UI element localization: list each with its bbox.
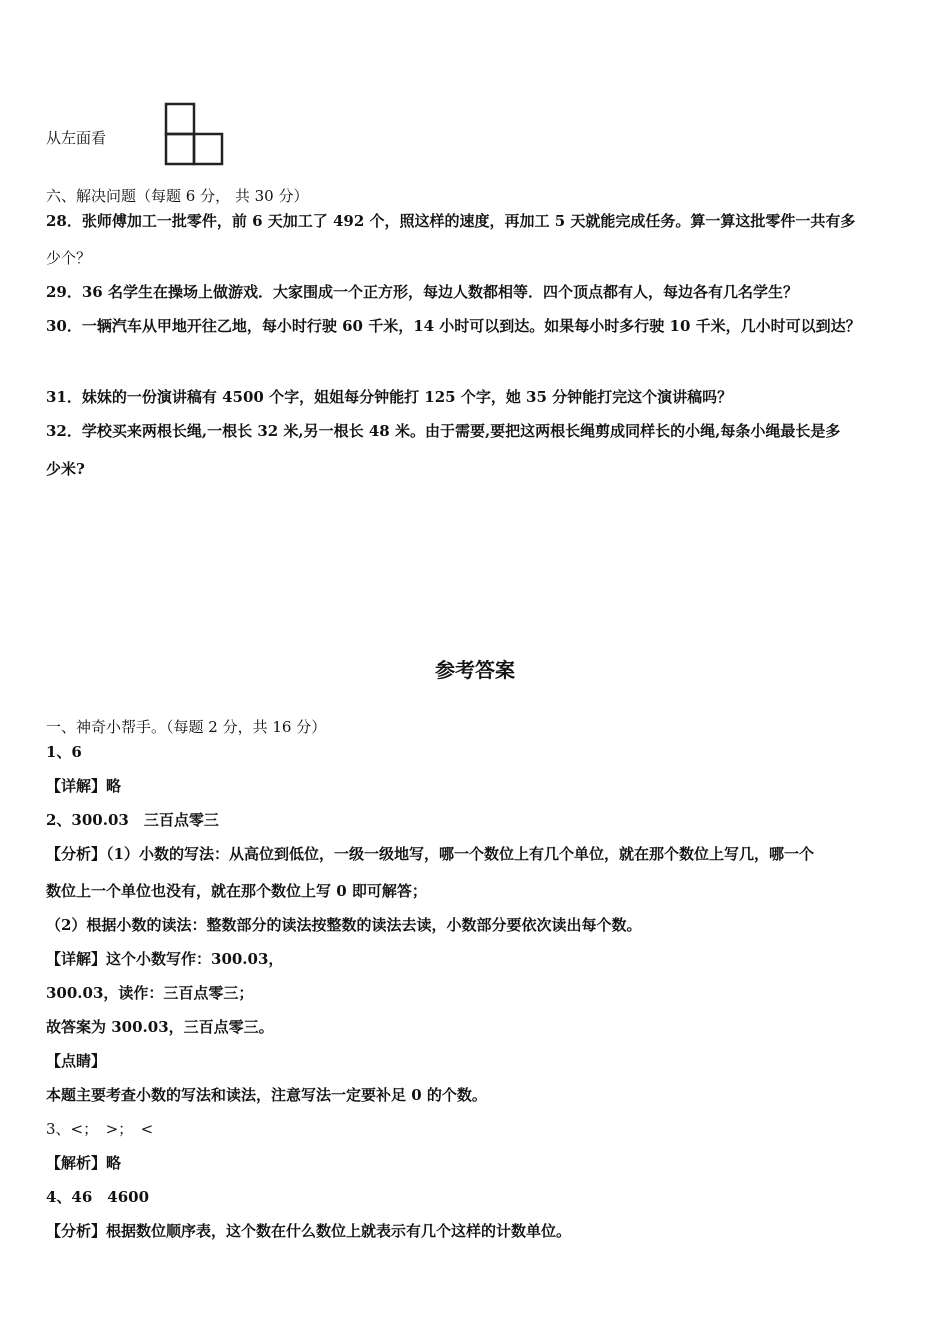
answer-2-note-label: 【点睛】: [46, 1052, 107, 1070]
left-view-figure: [164, 102, 226, 168]
question-30: 30．一辆汽车从甲地开往乙地，每小时行驶 60 千米，14 小时可以到达。如果每小时多行驶 10 千米，几小时可以到达？: [46, 317, 861, 335]
answer-2-note: 本题主要考查小数的写法和读法，注意写法一定要补足 0 的个数。: [46, 1086, 487, 1104]
answer-3-analysis: 【解析】略: [46, 1154, 122, 1172]
answer-2-analysis-cont: 数位上一个单位也没有，就在那个数位上写 0 即可解答；: [46, 882, 427, 900]
answer-4: 4、46 4600: [46, 1188, 150, 1206]
answer-2: 2、300.03 三百点零三: [46, 811, 219, 829]
question-31: 31．妹妹的一份演讲稿有 4500 个字，姐姐每分钟能打 125 个字，她 35 分钟能打完这个演讲稿吗？: [46, 388, 733, 406]
answer-1-detail: 【详解】略: [46, 777, 122, 795]
answers-title: 参考答案: [435, 658, 515, 682]
question-32-cont: 少米?: [46, 460, 85, 478]
question-28-cont: 少个？: [46, 249, 92, 267]
answer-3: 3、<； >； <: [46, 1120, 154, 1138]
view-cube-bottom-right: [194, 134, 222, 164]
answer-2-analysis: 【分析】（1）小数的写法：从高位到低位，一级一级地写，哪一个数位上有几个单位，就在那个数位上写几，哪一个: [46, 845, 814, 863]
question-32: 32．学校买来两根长绳,一根长 32 米,另一根长 48 米。由于需要,要把这两根长绳剪成同样长的小绳,每条小绳最长是多: [46, 422, 841, 440]
answer-2-analysis-2: （2）根据小数的读法：整数部分的读法按整数的读法去读，小数部分要依次读出每个数。: [46, 916, 642, 934]
view-cube-top: [166, 104, 194, 134]
view-cube-bottom-left: [166, 134, 194, 164]
answer-2-detail-2: 300.03，读作：三百点零三；: [46, 984, 254, 1002]
answer-1: 1、6: [46, 743, 82, 761]
answer-2-detail: 【详解】这个小数写作：300.03，: [46, 950, 284, 968]
section1-header: 一、神奇小帮手。（每题 2 分，共 16 分）: [46, 718, 327, 736]
answer-4-analysis: 【分析】根据数位顺序表，这个数在什么数位上就表示有几个这样的计数单位。: [46, 1222, 572, 1240]
answer-2-detail-3: 故答案为 300.03，三百点零三。: [46, 1018, 274, 1036]
section6-header: 六、解决问题（每题 6 分， 共 30 分）: [46, 187, 309, 205]
question-28: 28．张师傅加工一批零件，前 6 天加工了 492 个，照这样的速度，再加工 5 天就能完成任务。算一算这批零件一共有多: [46, 212, 856, 230]
view-label: 从左面看: [46, 129, 107, 147]
question-29: 29．36 名学生在操场上做游戏．大家围成一个正方形，每边人数都相等．四个顶点都有人，每边各有几名学生？: [46, 283, 798, 301]
